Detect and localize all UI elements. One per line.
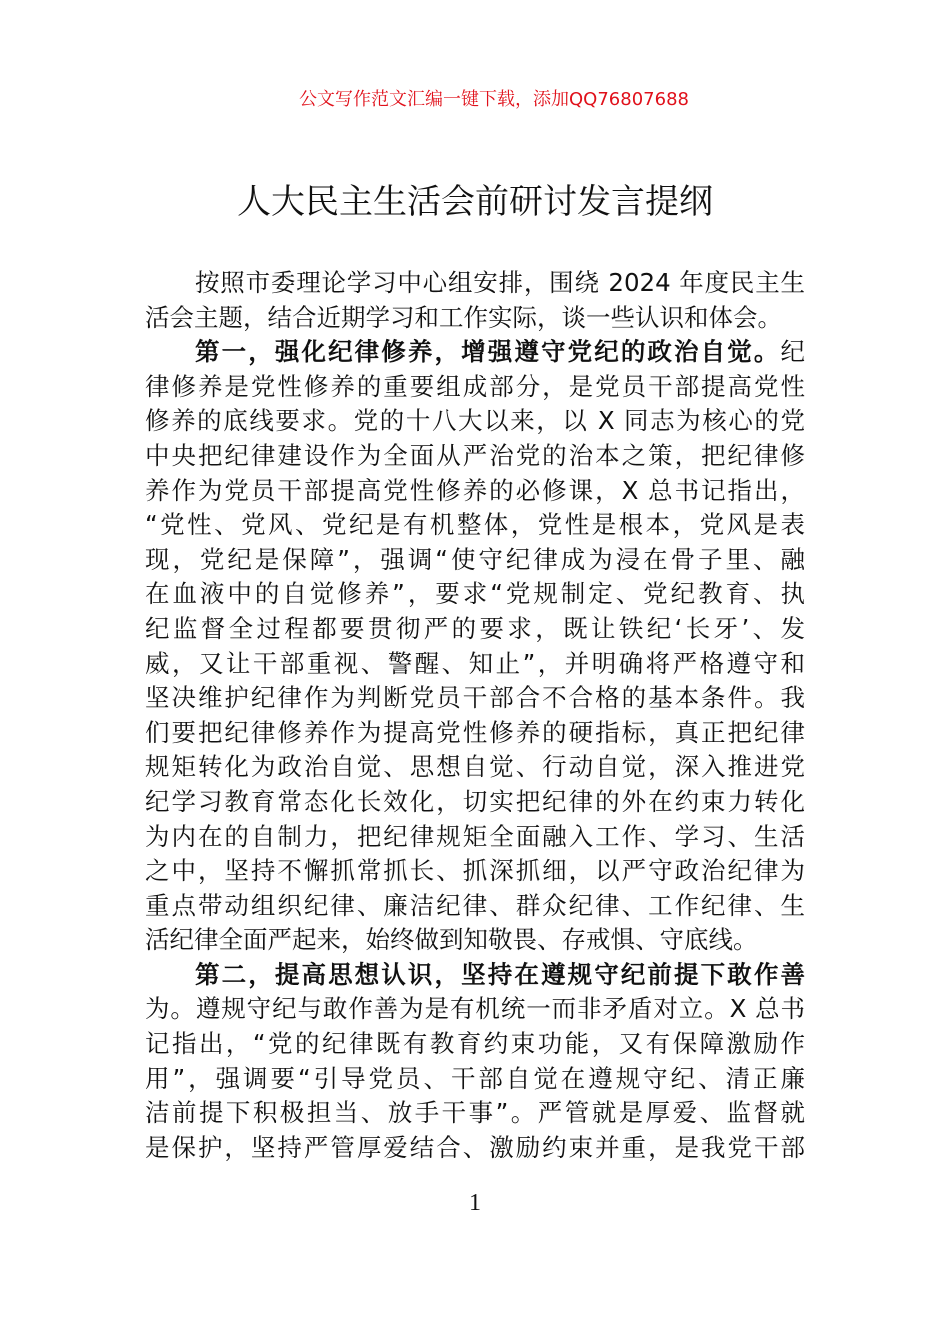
text-line — [145, 958, 805, 993]
line-text: 纪学习教育常态化长效化，切实把纪律的外在约束力转化 — [145, 786, 805, 816]
text-line — [145, 1131, 805, 1166]
text-line — [145, 439, 805, 474]
line-text: 之中，坚持不懈抓常抓长、抓深抓细，以严守政治纪律为 — [145, 856, 805, 886]
download-promo-note: 公文写作范文汇编一键下载，添加QQ76807688 — [299, 89, 689, 110]
text-line — [145, 577, 805, 612]
line-text: 用”，强调要“引导党员、干部自觉在遵规守纪、清正廉 — [145, 1063, 805, 1093]
text-line — [145, 923, 805, 958]
text-line — [145, 992, 805, 1027]
section-heading: 第二，提高思想认识，坚持在遵规守纪前提下敢作善 — [195, 959, 805, 989]
line-text: 现，党纪是保障”，强调“使守纪律成为浸在骨子里、融 — [145, 544, 805, 574]
line-text: 威，又让干部重视、警醒、知止”，并明确将严格遵守和 — [145, 648, 805, 678]
document-body — [145, 266, 805, 1165]
line-text: 重点带动组织纪律、廉洁纪律、群众纪律、工作纪律、生 — [145, 890, 805, 920]
line-text: 为。遵规守纪与敢作善为是有机统一而非矛盾对立。X 总书 — [145, 994, 805, 1024]
text-line — [145, 1096, 805, 1131]
line-text: 坚决维护纪律作为判断党员干部合不合格的基本条件。我 — [145, 683, 805, 713]
line-text: “党性、党风、党纪是有机整体，党性是根本，党风是表 — [145, 510, 805, 540]
line-text: 纪监督全过程都要贯彻严的要求，既让铁纪‘长牙’、发 — [145, 613, 805, 643]
text-line — [145, 508, 805, 543]
line-text: 活纪律全面严起来，始终做到知敬畏、存戒惧、守底线。 — [145, 925, 758, 955]
text-line — [145, 785, 805, 820]
text-line — [145, 404, 805, 439]
line-text: 律修养是党性修养的重要组成部分，是党员干部提高党性 — [145, 371, 805, 401]
line-text: 中央把纪律建设作为全面从严治党的治本之策，把纪律修 — [145, 440, 805, 470]
text-line — [145, 612, 805, 647]
text-line — [145, 370, 805, 405]
document-title: 人大民主生活会前研讨发言提纲 — [237, 182, 713, 222]
line-text: 活会主题，结合近期学习和工作实际，谈一些认识和体会。 — [145, 302, 782, 332]
text-line — [145, 543, 805, 578]
text-line — [145, 301, 805, 336]
text-line — [145, 854, 805, 889]
text-line — [145, 889, 805, 924]
text-line — [145, 750, 805, 785]
text-line — [145, 335, 805, 370]
text-line — [145, 1062, 805, 1097]
line-text: 为内在的自制力，把纪律规矩全面融入工作、学习、生活 — [145, 821, 805, 851]
text-line — [145, 647, 805, 682]
line-text: 是保护，坚持严管厚爱结合、激励约束并重，是我党干部 — [145, 1132, 805, 1162]
line-text: 修养的底线要求。党的十八大以来，以 X 同志为核心的党 — [145, 406, 805, 436]
line-text: 洁前提下积极担当、放手干事”。严管就是厚爱、监督就 — [145, 1098, 805, 1128]
line-text: 在血液中的自觉修养”，要求“党规制定、党纪教育、执 — [145, 579, 805, 609]
line-text: 们要把纪律修养作为提高党性修养的硬指标，真正把纪律 — [145, 717, 805, 747]
line-text: 记指出，“党的纪律既有教育约束功能，又有保障激励作 — [145, 1029, 805, 1059]
line-text: 按照市委理论学习中心组安排，围绕 2024 年度民主生 — [195, 268, 805, 297]
text-line — [145, 266, 805, 301]
text-line — [145, 474, 805, 509]
text-line — [145, 820, 805, 855]
text-line — [145, 681, 805, 716]
section-heading: 第一，强化纪律修养，增强遵守党纪的政治自觉。 — [195, 337, 781, 367]
line-text: 养作为党员干部提高党性修养的必修课，X 总书记指出， — [145, 475, 805, 505]
line-text: 规矩转化为政治自觉、思想自觉、行动自觉，深入推进党 — [145, 752, 805, 782]
text-line — [145, 1027, 805, 1062]
text-line — [145, 716, 805, 751]
line-text: 纪 — [780, 337, 805, 367]
page-number: 1 — [469, 1190, 481, 1216]
